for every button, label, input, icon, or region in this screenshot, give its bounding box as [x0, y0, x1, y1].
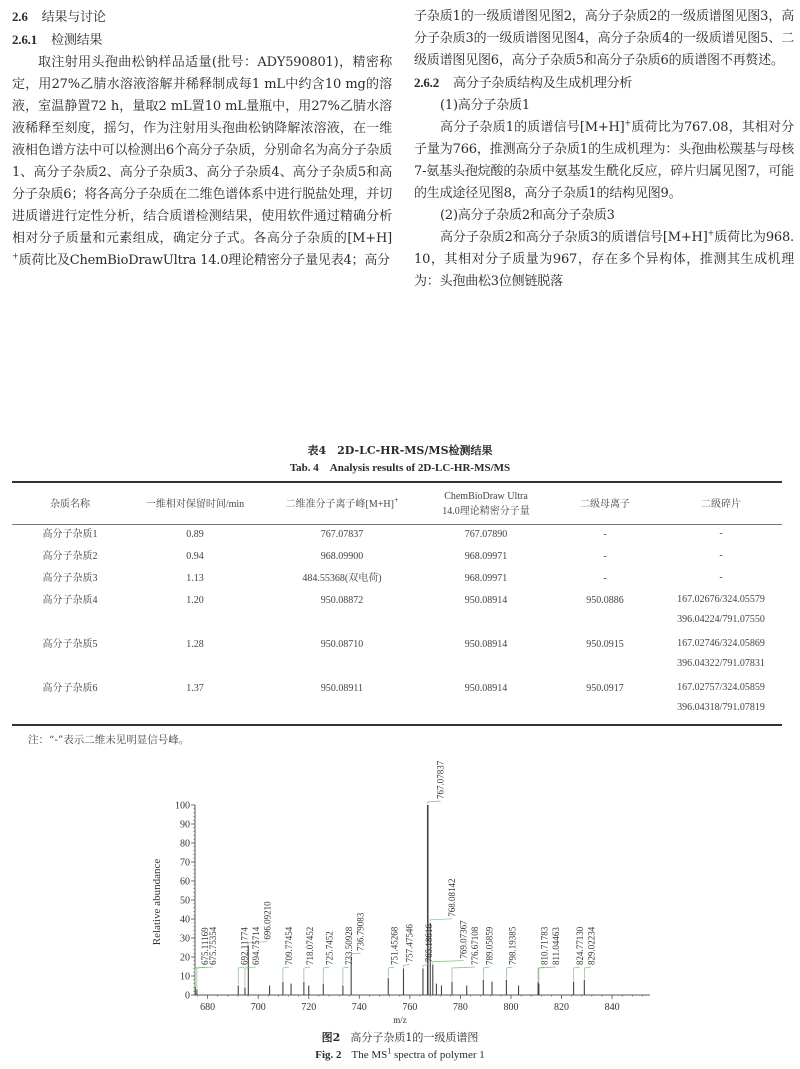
table-row	[12, 678, 782, 722]
fragment-line: 396.04224/791.07550	[677, 614, 765, 625]
peak-label: 789.05859	[484, 926, 495, 965]
y-tick-label: 0	[185, 990, 190, 1002]
col-header: 二级碎片	[701, 498, 741, 510]
peak-label: 765.18616	[424, 924, 435, 963]
item-heading: (1)高分子杂质1	[440, 98, 530, 113]
ms-spectrum-chart	[0, 752, 800, 1028]
fragment-line: 396.04318/791.07819	[677, 702, 765, 713]
peak-label: 768.08142	[447, 878, 458, 917]
y-tick-label: 100	[175, 800, 190, 812]
y-tick-label: 80	[180, 838, 190, 850]
x-tick-label: 840	[604, 1002, 620, 1013]
peak-label: 824.77130	[574, 926, 585, 965]
x-axis-label: m/z	[393, 1015, 407, 1025]
peak-label: 736.79083	[355, 912, 366, 951]
label-leader-line	[403, 964, 409, 967]
table-4	[12, 484, 782, 722]
paragraph-detection-results	[12, 52, 392, 272]
peak-label: 709.77454	[284, 926, 295, 965]
cell-parent-ion: 950.0886	[586, 595, 624, 606]
cell-theoretical-mass: 767.07890	[464, 529, 508, 540]
superscript: +	[624, 118, 632, 128]
cell-retention-time: 1.20	[186, 595, 204, 606]
label-leader-line	[483, 967, 489, 979]
chart-axes	[175, 801, 650, 1014]
x-tick-label: 680	[200, 1002, 216, 1013]
table-title-en: Tab. 4 Analysis results of 2D-LC-HR-MS/MS	[289, 462, 511, 474]
section-title: 结果与讨论	[41, 10, 106, 25]
cell-mh-peak: 950.08911	[320, 683, 364, 694]
y-tick-label: 10	[180, 971, 190, 983]
table-row	[12, 568, 782, 590]
label-leader-line	[343, 967, 349, 985]
x-tick-label: 740	[351, 1002, 367, 1013]
paragraph-polymer2-3	[414, 227, 794, 293]
label-leader-line	[433, 961, 464, 964]
peak-label: 776.67108	[470, 926, 481, 965]
label-leader-line	[574, 967, 580, 981]
label-leader-line	[428, 801, 441, 804]
x-tick-label: 720	[301, 1002, 317, 1013]
cell-mh-peak: 484.55368(双电荷)	[302, 573, 382, 584]
cell-fragments	[660, 568, 782, 590]
cell-name: 高分子杂质2	[42, 551, 98, 562]
y-tick-label: 70	[180, 857, 190, 869]
label-leader-line	[388, 967, 394, 977]
table-note: 注：“-”表示二维未见明显信号峰。	[28, 734, 190, 746]
cell-mh-peak: 950.08710	[320, 639, 364, 650]
peak-label: 757.47546	[404, 924, 415, 963]
label-leader-line	[323, 967, 329, 983]
paragraph-continued: 子杂质1的一级质谱图见图2，高分子杂质2的一级质谱图见图3，高分子杂质3的一级质谱图见图4，高分子杂质4的一级质谱见图5、二级质谱图见图6，高分子杂质5和高分子杂质6的质谱图不再赘述。	[414, 9, 794, 68]
cell-theoretical-mass: 968.09971	[464, 551, 508, 562]
label-leader-line	[452, 967, 475, 981]
table-bottom-rule	[12, 724, 782, 726]
peak-label: 810.71783	[539, 926, 550, 965]
peak-label: 733.50928	[344, 926, 355, 965]
x-tick-label: 780	[452, 1002, 468, 1013]
cell-theoretical-mass: 950.08914	[464, 683, 508, 694]
table-row	[12, 524, 782, 546]
superscript: +	[12, 251, 19, 261]
fragment-line: 167.02676/324.05579	[677, 594, 765, 605]
table-top-rule	[12, 481, 782, 483]
subsection-title: 检测结果	[51, 33, 103, 48]
table-row	[12, 590, 782, 634]
cell-name: 高分子杂质4	[42, 595, 98, 606]
col-header-text: 14.0理论精密分子量	[442, 506, 530, 517]
cell-retention-time: 0.89	[186, 529, 204, 540]
superscript: +	[393, 495, 399, 505]
fragment-line: -	[719, 550, 723, 561]
y-tick-label: 90	[180, 819, 190, 831]
paragraph-polymer1	[414, 117, 794, 205]
y-axis-label: Relative abundance	[151, 858, 163, 946]
peak-label: 718.07452	[305, 926, 316, 965]
cell-theoretical-mass: 968.09971	[464, 573, 508, 584]
superscript: +	[707, 228, 715, 238]
cell-parent-ion: 950.0915	[586, 639, 624, 650]
cell-mh-peak: 767.07837	[320, 529, 364, 540]
chart-peaks	[195, 805, 584, 995]
col-header: 二级母离子	[580, 498, 630, 510]
cell-fragments	[660, 590, 782, 634]
paragraph-text: 取注射用头孢曲松钠样品适量(批号：ADY590801)，精密称定，用27%乙腈水溶液溶解并稀释制成每1 mL中约含10 mg的溶液，室温静置72 h，量取2 mL置10 mL量瓶中，用27%乙腈水溶液稀释至刻度，摇匀，作为注射用头孢曲松钠降解浓溶液，在一维液相色谱方法中可以检测出6个高分子杂质，分别命名为高分子杂质1、高分子杂质2、高分子杂质3、高分子杂质4、高分子杂质5和高分子杂质6；将各高分子杂质在二维色谱体系中进行脱盐处理，并切进质谱进行定性分析，结合质谱检测结果，使用软件通过精确分析相对分子质量和元素组成，确定分子式。各高分子杂质的[M+H]	[12, 55, 392, 246]
cell-mh-peak: 950.08872	[320, 595, 364, 606]
col-header-text: 二维准分子离子峰[M+H]	[285, 498, 394, 510]
label-leader-line	[238, 967, 244, 985]
col-header	[422, 484, 550, 524]
figure-caption-text: 高分子杂质1的一级质谱图	[350, 1031, 479, 1044]
label-leader-line	[245, 967, 256, 986]
peak-label: 811.04463	[550, 927, 561, 965]
section-number: 2.6	[12, 9, 28, 24]
paragraph-text: 质荷比为968.10，其相对分子质量为967，存在多个异构体，推测其生成机理为：头孢曲松3位侧链脱落	[414, 230, 794, 289]
right-column	[414, 6, 794, 436]
col-header	[262, 484, 422, 524]
cell-retention-time: 1.28	[186, 639, 204, 650]
cell-mh-peak: 968.09900	[320, 551, 364, 562]
cell-parent-ion: -	[603, 529, 607, 540]
col-header: 一维相对保留时间/min	[145, 498, 245, 510]
cell-name: 高分子杂质5	[42, 639, 98, 650]
col-header: 杂质名称	[50, 498, 90, 510]
cell-fragments	[660, 634, 782, 678]
paragraph-text: 高分子杂质2和高分子杂质3的质谱信号[M+H]	[440, 230, 708, 245]
y-tick-label: 20	[180, 952, 190, 964]
cell-fragments	[660, 678, 782, 722]
subsection-heading	[414, 72, 794, 95]
y-tick-label: 40	[180, 914, 190, 926]
figure-caption-en	[0, 1048, 800, 1062]
peak-label: 692.11774	[239, 927, 250, 965]
cell-name: 高分子杂质6	[42, 683, 98, 694]
x-tick-label: 820	[554, 1002, 570, 1013]
peak-label: 798.19385	[507, 926, 518, 965]
peak-label: 829.02234	[586, 926, 597, 965]
section-heading	[12, 6, 392, 29]
col-header-text: ChemBioDraw Ultra	[444, 491, 528, 502]
subsection-number: 2.6.2	[414, 75, 440, 90]
superscript: 1	[387, 1046, 392, 1056]
table-title-cn: 表4 2D-LC-HR-MS/MS检测结果	[307, 444, 493, 457]
peak-label: 694.75714	[250, 926, 261, 965]
table-row	[12, 546, 782, 568]
label-leader-line	[430, 919, 452, 922]
figure-caption-cn	[0, 1031, 800, 1045]
table-header-row	[12, 484, 782, 524]
figure-label: Fig. 2	[315, 1049, 342, 1061]
cell-retention-time: 0.94	[186, 551, 204, 562]
x-tick-label: 800	[503, 1002, 519, 1013]
left-column	[12, 6, 392, 436]
cell-theoretical-mass: 950.08914	[464, 595, 508, 606]
subsection-heading	[12, 29, 392, 52]
table-row	[12, 634, 782, 678]
cell-parent-ion: -	[603, 551, 607, 562]
peak-label: 767.07837	[435, 760, 446, 799]
peak-label: 696.09210	[262, 901, 273, 940]
chart-peak-labels	[200, 760, 596, 965]
label-leader-line	[283, 967, 289, 981]
fragment-line: -	[719, 572, 723, 583]
x-tick-label: 700	[250, 1002, 266, 1013]
label-leader-line	[539, 967, 556, 983]
cell-retention-time: 1.13	[186, 573, 204, 584]
cell-fragments	[660, 524, 782, 546]
paragraph-text: 质荷比及ChemBioDrawUltra 14.0理论精密分子量见表4；高分	[18, 253, 390, 268]
fragment-line: -	[719, 528, 723, 539]
cell-parent-ion: 950.0917	[586, 683, 624, 694]
cell-parent-ion: -	[603, 573, 607, 584]
peak-label: 725.7452	[324, 931, 335, 965]
cell-theoretical-mass: 950.08914	[464, 639, 508, 650]
label-leader-line	[197, 967, 213, 988]
fragment-line: 167.02757/324.05859	[677, 682, 765, 693]
cell-fragments	[660, 546, 782, 568]
cell-name: 高分子杂质3	[42, 573, 98, 584]
cell-retention-time: 1.37	[186, 683, 204, 694]
figure-caption-text: spectra of polymer 1	[391, 1049, 485, 1061]
label-leader-line	[506, 967, 512, 979]
x-tick-label: 760	[402, 1002, 418, 1013]
peak-label: 675.11169	[200, 927, 211, 965]
cell-name: 高分子杂质1	[42, 529, 98, 540]
subsection-title: 高分子杂质结构及生成机理分析	[453, 76, 633, 91]
paragraph-text: 质荷比为767.08，其相对分子量为766，推测高分子杂质1的生成机理为：头孢曲松羰基与母核7-氨基头孢烷酸的杂质中氨基发生酰化反应，碎片归属见图7，可能的生成途径见图8，高分子杂质1的结构见图9。	[414, 120, 794, 201]
paragraph-text: 高分子杂质1的质谱信号[M+H]	[440, 120, 625, 135]
peak-label: 751.45268	[389, 926, 400, 965]
fragment-line: 167.02746/324.05869	[677, 638, 765, 649]
figure-caption-text: The MS	[351, 1049, 388, 1061]
subsection-number: 2.6.1	[12, 32, 38, 47]
y-tick-label: 30	[180, 933, 190, 945]
peak-label: 675.75354	[207, 926, 218, 965]
peak-label: 769.07367	[458, 920, 469, 959]
item-heading: (2)高分子杂质2和高分子杂质3	[440, 208, 615, 223]
label-leader-line	[584, 967, 591, 979]
fragment-line: 396.04322/791.07831	[677, 658, 765, 669]
y-tick-label: 60	[180, 876, 190, 888]
label-leader-line	[304, 967, 310, 981]
figure-label: 图2	[321, 1031, 341, 1044]
y-tick-label: 50	[180, 895, 190, 907]
